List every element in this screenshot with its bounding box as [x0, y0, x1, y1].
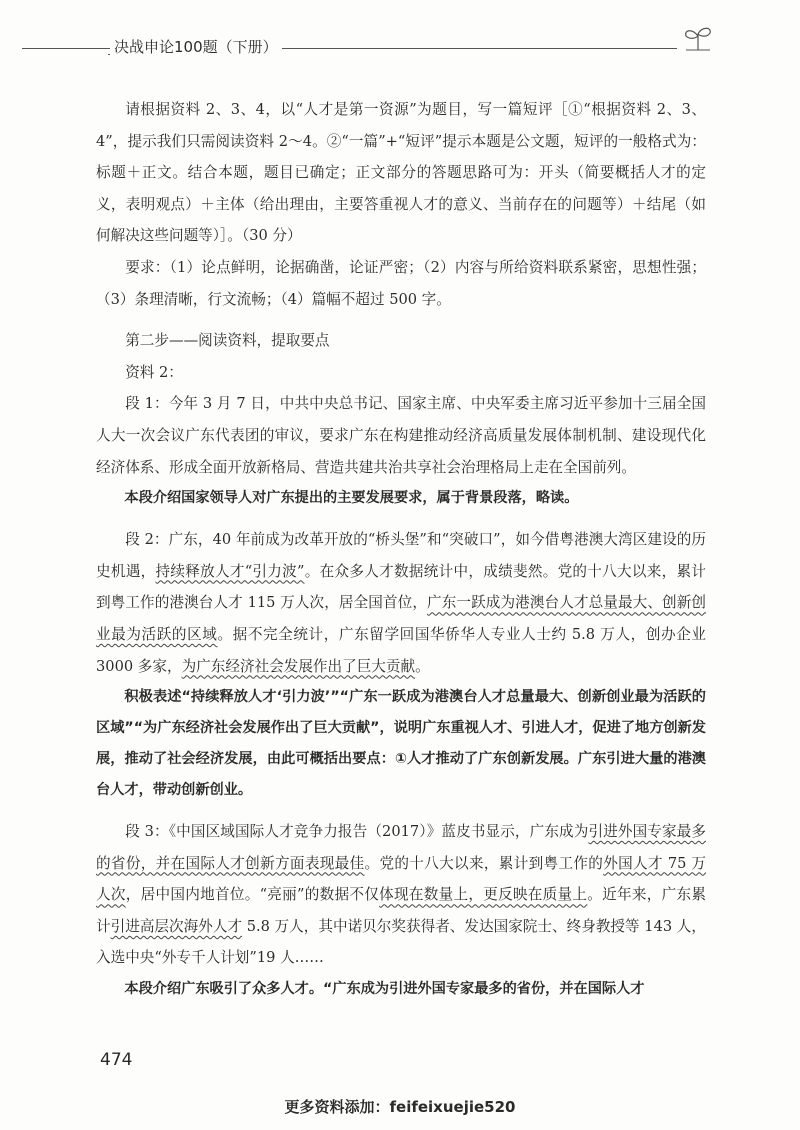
- page-content: [96, 94, 706, 1005]
- page-number: 474: [100, 1050, 133, 1070]
- material-label: 资料 2：: [125, 363, 183, 381]
- material2-para3: 段 3：《中国区域国际人才竞争力报告（2017）》蓝皮书显示，广东成为引进外国专家最多的省份，并在国际人才创新方面表现最佳。党的十八大以来，累计到粤工作的外国人才 75 万人次，居中国内地首位。“亮丽”的数据不仅体现在数量上，更反映在质量上。近年来，广东累计引进高层次海外人才 5.8 万人，其中诺贝尔奖获得者、发达国家院士、终身教授等 143 人，入选中央“外专千人计划”19 人……: [96, 823, 706, 967]
- underlined-phrase: 广东一跃成为港澳台人才总量最大、创新创业最为活跃的区域: [96, 594, 706, 643]
- underlined-phrase: 外国人才 75 万人次: [96, 854, 706, 904]
- material2-para1: 段 1：今年 3 月 7 日，中共中央总书记、国家主席、中央军委主席习近平参加十三届全国人大一次会议广东代表团的审议，要求广东在构建推动经济高质量发展体制机制、建设现代化经济体系、形成全面开放新格局、营造共建共治共享社会治理格局上走在全国前列。: [96, 395, 706, 476]
- sprout-icon: [680, 24, 716, 54]
- analysis-note-2: 积极表述“持续释放人才‘引力波’”“广东一跃成为港澳台人才总量最大、创新创业最为活跃的区域”“为广东经济社会发展作出了巨大贡献”，说明广东重视人才、引进人才，促进了地方创新发展，推动了社会经济发展，由此可概括出要点：①人才推动了广东创新发展。广东引进大量的港澳台人才，带动创新创业。: [96, 689, 706, 799]
- underlined-phrase: 持续释放人才“引力波”: [155, 562, 305, 580]
- underlined-phrase: 引进外国专家最多的省份，并在国际人才创新方面表现最佳: [96, 823, 706, 872]
- question-prompt: 请根据资料 2、3、4，以“人才是第一资源”为题目，写一篇短评［①“根据资料 2、3、4”，提示我们只需阅读资料 2～4。②“一篇”+“短评”提示本题是公文题，短评的一般格式为：标题＋正文。结合本题，题目已确定；正文部分的答题思路可为：开头（简要概括人才的定义，表明观点）＋主体（给出理由，主要答重视人才的意义、当前存在的问题等）＋结尾（如何解决这些问题等）］。（30 分）: [96, 101, 706, 245]
- underlined-phrase: 体现在数量上，更反映在质量上: [379, 886, 588, 904]
- underlined-phrase: 为广东经济社会发展作出了巨大贡献: [181, 657, 416, 675]
- book-title: 决战申论100题（下册）: [110, 36, 282, 57]
- step-heading: 第二步——阅读资料，提取要点: [125, 332, 330, 350]
- underlined-phrase: 引进高层次海外人才: [110, 917, 243, 935]
- footer-note: 更多资料添加：feifeixuejie520: [284, 1098, 516, 1116]
- requirements: 要求：（1）论点鲜明，论据确凿，论证严密；（2）内容与所给资料联系紧密，思想性强；（3）条理清晰，行文流畅；（4）篇幅不超过 500 字。: [96, 258, 706, 308]
- analysis-note-3: 本段介绍广东吸引了众多人才。“广东成为引进外国专家最多的省份，并在国际人才: [124, 981, 645, 998]
- material2-para2: 段 2：广东，40 年前成为改革开放的“桥头堡”和“突破口”，如今借粤港澳大湾区建设的历史机遇，持续释放人才“引力波”。在众多人才数据统计中，成绩斐然。党的十八大以来，累计到粤工作的港澳台人才 115 万人次，居全国首位，广东一跃成为港澳台人才总量最大、创新创业最为活跃的区域。据不完全统计，广东留学回国华侨华人专业人士约 5.8 万人，创办企业 3000 多家，为广东经济社会发展作出了巨大贡献。: [96, 531, 706, 675]
- analysis-note-1: 本段介绍国家领导人对广东提出的主要发展要求，属于背景段落，略读。: [124, 490, 579, 507]
